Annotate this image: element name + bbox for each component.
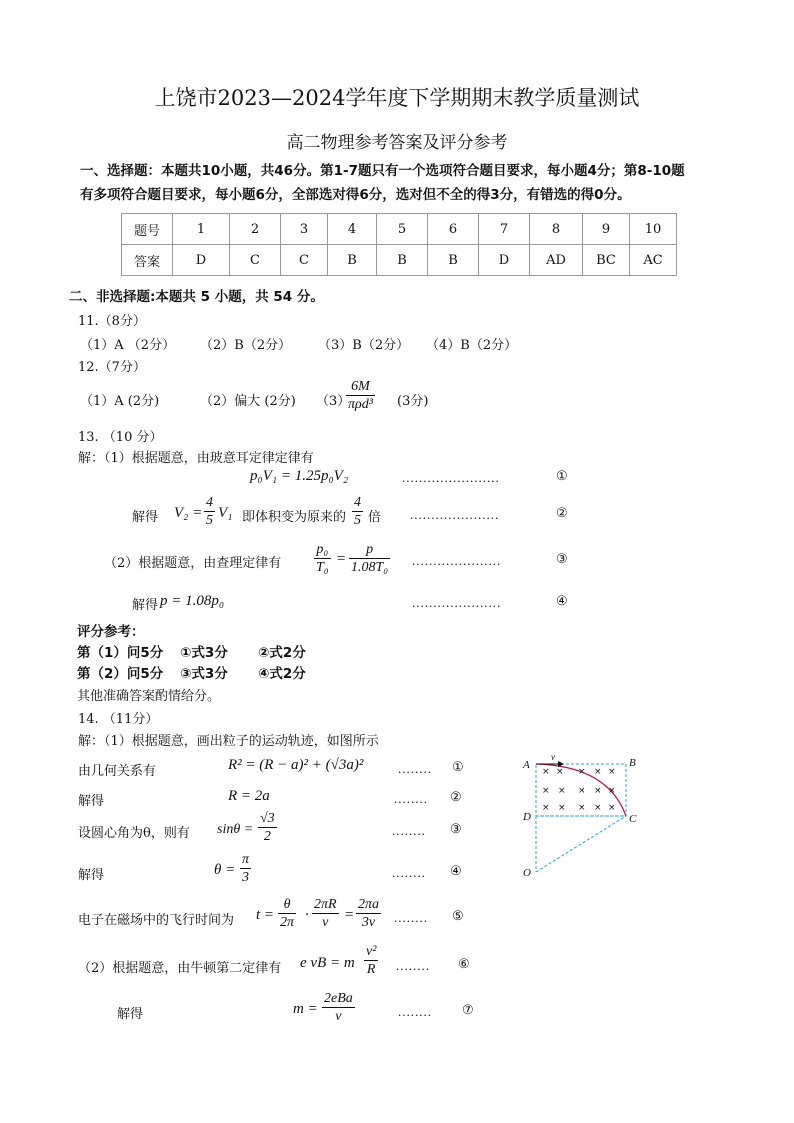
- equation-marker: ⑤: [452, 909, 464, 924]
- table-cell: AD: [530, 245, 583, 276]
- fraction-denominator: 2π: [280, 915, 295, 930]
- fraction-denominator: v: [335, 1009, 342, 1024]
- cross-mark: ×: [594, 767, 602, 777]
- q14-l7-label: 解得: [117, 1007, 144, 1022]
- table-cell: BC: [583, 245, 630, 276]
- dot-leader: ........: [394, 791, 428, 806]
- table-row: [122, 214, 677, 245]
- scoring-item: ④式2分: [258, 666, 306, 682]
- trajectory-diagram: [518, 748, 648, 880]
- q12-answer-label: （3）: [316, 394, 351, 409]
- line-oc: [536, 816, 626, 872]
- equation-marker: ①: [556, 469, 568, 484]
- q14-l7-eq: m =: [293, 1001, 318, 1017]
- section2-heading: 二、非选择题:本题共 5 小题，共 54 分。: [69, 289, 324, 305]
- equation-marker: ⑥: [458, 957, 470, 972]
- table-cell: B: [428, 245, 479, 276]
- q14-fraction: [312, 896, 339, 931]
- q11-answer: （1）A （2分）: [80, 338, 176, 353]
- cross-mark: ×: [608, 786, 616, 796]
- fraction-denominator: πρd³: [348, 397, 373, 412]
- fraction-denominator: 2: [263, 829, 271, 844]
- label-d: D: [523, 811, 531, 823]
- table-cell: 4: [328, 214, 377, 245]
- q14-fraction: [356, 896, 381, 931]
- table-cell: 9: [583, 214, 630, 245]
- q13-fraction: [314, 541, 331, 576]
- q12-answer: （2）偏大 (2分): [200, 394, 296, 409]
- cross-mark: ×: [594, 786, 602, 796]
- fraction-numerator: 2πa: [358, 897, 380, 912]
- q13-part2: （2）根据题意，由查理定律有: [104, 556, 282, 571]
- fraction-numerator: 2eBa: [324, 991, 353, 1006]
- fraction-denominator: R: [366, 962, 376, 977]
- fraction-numerator: θ: [278, 896, 296, 914]
- q14-l5-label: 电子在磁场中的飞行时间为: [78, 913, 235, 928]
- dot-leader: .....................: [412, 595, 502, 610]
- fraction-denominator: v: [322, 915, 329, 930]
- q11-title: 11.（8分）: [78, 314, 146, 329]
- fraction-numerator: 6M: [346, 378, 375, 396]
- cross-mark: ×: [608, 767, 616, 777]
- equals-sign: =: [344, 907, 355, 923]
- equation-marker: ⑦: [462, 1003, 474, 1018]
- q13-note: 其他准确答案酌情给分。: [77, 689, 221, 704]
- dot-leader: .......................: [402, 470, 500, 485]
- section1-line2: 有多项符合题目要求，每小题6分，全部选对得6分，选对但不全的得3分，有错选的得0分。: [80, 187, 631, 203]
- cross-mark: ×: [578, 767, 586, 777]
- q13-solve1-label: 解得: [132, 510, 159, 525]
- q14-l1-label: 由几何关系有: [78, 764, 157, 779]
- q14-title: 14. （11分）: [78, 712, 159, 727]
- equation-marker: ④: [556, 594, 568, 609]
- q14-intro: 解：（1）根据题意，画出粒子的运动轨迹，如图所示: [78, 734, 379, 749]
- table-cell: 10: [630, 214, 677, 245]
- label-v: v: [551, 752, 555, 762]
- cross-mark: ×: [542, 767, 550, 777]
- dot-leader: ........: [398, 761, 432, 776]
- q11-answer: （2）B（2分）: [200, 338, 292, 353]
- q11-answer: （4）B（2分）: [426, 338, 518, 353]
- dot-leader: .....................: [412, 553, 502, 568]
- label-a: A: [523, 759, 530, 771]
- fraction-denominator: 5: [354, 513, 361, 528]
- times-sign: ·: [305, 907, 309, 923]
- table-cell: D: [479, 245, 530, 276]
- fraction-denominator: T₀: [316, 560, 329, 575]
- cross-mark: ×: [608, 803, 616, 813]
- equation-marker: ④: [450, 864, 462, 879]
- table-row: [122, 245, 677, 276]
- q13-solve2: p = 1.08p₀: [160, 593, 225, 609]
- scoring-item: 第（1）问5分: [77, 645, 164, 661]
- dot-leader: .....................: [410, 507, 500, 522]
- label-b: B: [629, 757, 636, 769]
- q14-l2-eq: R = 2a: [228, 788, 270, 804]
- table-cell: C: [230, 245, 281, 276]
- scoring-item: 第（2）问5分: [77, 666, 164, 682]
- cross-mark: ×: [558, 803, 566, 813]
- equation-marker: ③: [556, 552, 568, 567]
- section1-line1: 一、选择题：本题共10小题，共46分。第1-7题只有一个选项符合题目要求，每小题4分；第8-10题: [80, 163, 685, 179]
- cross-mark: ×: [578, 803, 586, 813]
- page-title: 上饶市2023—2024学年度下学期期末教学质量测试: [154, 86, 640, 110]
- label-o: O: [523, 867, 531, 879]
- fraction-denominator: 3v: [361, 915, 376, 930]
- q14-fraction: [258, 810, 277, 845]
- fraction-numerator: 4: [354, 495, 361, 510]
- page-subtitle: 高二物理参考答案及评分参考: [286, 133, 508, 153]
- q12-score: (3分): [397, 394, 429, 409]
- table-cell: 6: [428, 214, 479, 245]
- table-cell: 2: [230, 214, 281, 245]
- q13-fraction: [352, 494, 363, 529]
- table-cell: 1: [173, 214, 230, 245]
- equation-marker: ②: [450, 790, 462, 805]
- table-cell: 答案: [122, 245, 173, 276]
- fraction-numerator: 2πR: [314, 897, 337, 912]
- dot-leader: ........: [394, 910, 428, 925]
- cross-mark: ×: [542, 803, 550, 813]
- q13-solve2-label: 解得: [132, 598, 159, 613]
- q13-solve1-rhs: V₁: [218, 505, 233, 521]
- q14-l3-eq: sinθ =: [217, 822, 254, 837]
- q11-answer: （3）B（2分）: [318, 338, 410, 353]
- table-cell: 7: [479, 214, 530, 245]
- dot-leader: ........: [392, 865, 426, 880]
- q13-intro: 解：（1）根据题意，由玻意耳定律定律有: [78, 451, 314, 466]
- q14-l3-label: 设圆心角为θ，则有: [78, 826, 190, 841]
- q14-l4-label: 解得: [78, 868, 105, 883]
- fraction-numerator: π: [242, 852, 250, 867]
- table-cell: 5: [377, 214, 428, 245]
- q13-fraction: [349, 541, 390, 576]
- q12-answer: （1）A (2分): [80, 394, 160, 409]
- fraction-denominator: 1.08T₀: [351, 560, 389, 575]
- cross-mark: ×: [594, 803, 602, 813]
- dot-leader: ........: [396, 958, 430, 973]
- q14-l4-eq: θ =: [214, 862, 236, 878]
- answer-table: [121, 213, 677, 276]
- equals-sign: =: [336, 551, 347, 567]
- q14-fraction: [240, 851, 251, 886]
- scoring-item: ③式3分: [180, 666, 228, 682]
- q13-eq1: p₀V₁ = 1.25p₀V₂: [250, 468, 349, 484]
- q14-l1-eq: R² = (R − a)² + (√3a)²: [228, 757, 364, 773]
- q14-fraction: [364, 943, 378, 978]
- table-cell: 3: [281, 214, 328, 245]
- q13-fraction: [204, 494, 215, 529]
- q14-l6-label: （2）根据题意，由牛顿第二定律有: [78, 961, 282, 976]
- cross-mark: ×: [556, 767, 564, 777]
- q13-title: 13. （10 分）: [78, 430, 163, 445]
- scoring-item: ①式3分: [180, 645, 228, 661]
- fraction-numerator: p₀: [314, 541, 331, 559]
- table-cell: D: [173, 245, 230, 276]
- q13-solve1-tail: 倍: [368, 510, 382, 525]
- dot-leader: ........: [398, 1004, 432, 1019]
- fraction-numerator: v²: [366, 944, 377, 959]
- q14-l5-eq: t =: [256, 907, 275, 923]
- q13-solve1-lhs: V₂ =: [174, 505, 203, 521]
- fraction-numerator: 4: [206, 495, 213, 510]
- q12-fraction: [346, 378, 375, 413]
- table-cell: B: [377, 245, 428, 276]
- equation-marker: ③: [450, 822, 462, 837]
- q13-solve1-text: 即体积变为原来的: [242, 510, 347, 525]
- table-cell: C: [281, 245, 328, 276]
- q14-fraction: [322, 990, 355, 1025]
- scoring-title: 评分参考：: [77, 624, 145, 640]
- cross-mark: ×: [542, 786, 550, 796]
- dot-leader: ........: [392, 823, 426, 838]
- equation-marker: ②: [556, 506, 568, 521]
- cross-mark: ×: [578, 786, 586, 796]
- q14-fraction: [278, 896, 296, 931]
- fraction-denominator: 5: [206, 513, 213, 528]
- table-cell: 题号: [122, 214, 173, 245]
- q12-title: 12.（7分）: [78, 360, 146, 375]
- fraction-denominator: 3: [242, 870, 249, 885]
- q14-l2-label: 解得: [78, 794, 105, 809]
- fraction-numerator: p: [349, 541, 390, 559]
- table-cell: AC: [630, 245, 677, 276]
- cross-mark: ×: [558, 786, 566, 796]
- label-c: C: [629, 813, 637, 825]
- q14-l6-eq: e vB = m: [300, 955, 355, 971]
- table-cell: 8: [530, 214, 583, 245]
- scoring-item: ②式2分: [258, 645, 306, 661]
- table-cell: B: [328, 245, 377, 276]
- magnetic-field-crosses: [542, 767, 616, 813]
- fraction-numerator: √3: [260, 811, 275, 826]
- equation-marker: ①: [452, 760, 464, 775]
